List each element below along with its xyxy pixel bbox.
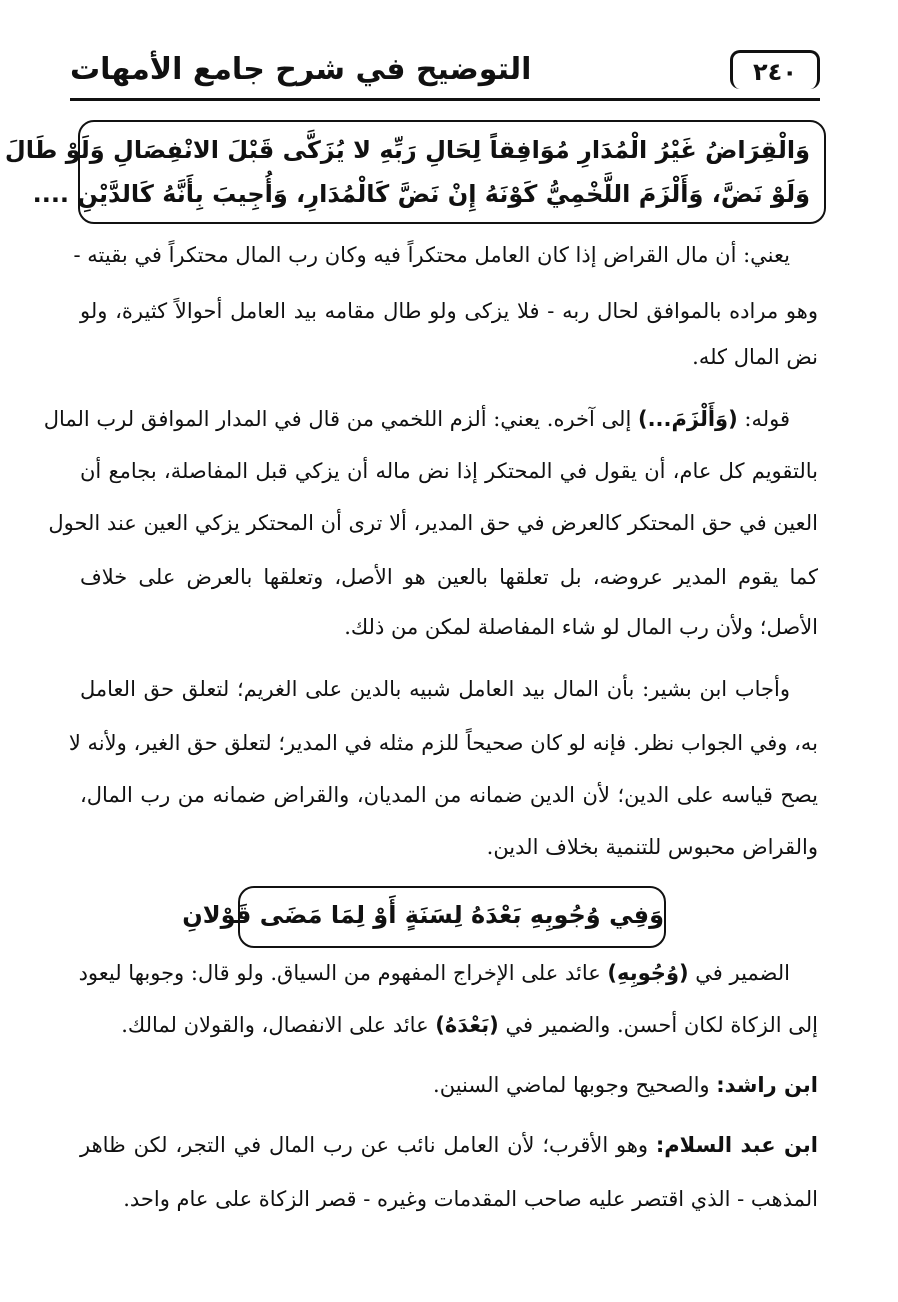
body-line: به، وفي الجواب نظر. فإنه لو كان صحيحاً للزم مثله في المدير؛ لتعلق حق الغير، ولأنه لا	[68, 731, 818, 755]
body-line: نض المال كله.	[692, 345, 818, 369]
line-rest: إلى آخره. يعني: ألزم اللخمي من قال في المدار الموافق لرب المال	[43, 407, 638, 431]
line-part: إلى الزكاة لكان أحسن. والضمير في	[498, 1013, 818, 1037]
line-prefix: قوله:	[737, 407, 790, 431]
speaker-name: ابن راشد:	[716, 1073, 818, 1097]
body-line	[80, 954, 790, 992]
line-prefix: الضمير في	[688, 961, 790, 985]
matn-line: وَالْقِرَاضُ غَيْرُ الْمُدَارِ مُوَافِقاً لِحَالِ رَبِّهِ لا يُزَكَّى قَبْلَ الانْفِصَالِ وَلَوْ طَالَ	[4, 136, 810, 164]
body-line: بالتقويم كل عام، أن يقول في المحتكر إذا نض ماله أن يزكي قبل المفاصلة، بجامع أن	[80, 459, 818, 483]
line-rest: عائد على الإخراج المفهوم من السياق. ولو قال: وجوبها ليعود	[78, 961, 608, 985]
book-title: التوضيح في شرح جامع الأمهات	[70, 52, 532, 87]
page-number: ٢٤٠	[730, 50, 820, 89]
matn-quote-inline: (وَأَلْزَمَ...)	[637, 407, 738, 431]
speaker-name: ابن عبد السلام:	[655, 1133, 818, 1157]
body-line	[43, 400, 790, 438]
line-part: عائد على الانفصال، والقولان لمالك.	[121, 1013, 436, 1037]
body-line: والقراض محبوس للتنمية بخلاف الدين.	[486, 835, 818, 859]
matn-quote-box	[4, 120, 826, 224]
body-line: وأجاب ابن بشير: بأن المال بيد العامل شبيه بالدين على الغريم؛ لتعلق حق العامل	[80, 677, 790, 701]
line-rest: وهو الأقرب؛ لأن العامل نائب عن رب المال في التجر، لكن ظاهر	[80, 1133, 656, 1157]
body-line: المذهب - الذي اقتصر عليه صاحب المقدمات وغيره - قصر الزكاة على عام واحد.	[123, 1187, 818, 1211]
body-line: يصح قياسه على الدين؛ لأن الدين ضمانه من المديان، والقراض ضمانه من رب المال،	[80, 783, 818, 807]
matn-quote-box: وَفِي وُجُوبِهِ بَعْدَهُ لِسَنَةٍ أَوْ لِمَا مَضَى قَوْلانِ	[238, 886, 666, 948]
body-line	[80, 1006, 818, 1044]
matn-quote-inline: (وُجُوبِهِ)	[607, 961, 689, 985]
matn-line: وَلَوْ نَضَّ، وَأَلْزَمَ اللَّخْمِيُّ كَوْنَهُ إِنْ نَضَّ كَالْمُدَارِ، وَأُجِيبَ بِأَنَّهُ كَالدَّيْنِ ....	[32, 180, 810, 208]
body-line: الأصل؛ ولأن رب المال لو شاء المفاصلة لمكن من ذلك.	[344, 615, 818, 639]
line-rest: والصحيح وجوبها لماضي السنين.	[433, 1073, 717, 1097]
body-line	[80, 1126, 818, 1164]
matn-quote-inline: (بَعْدَهُ)	[435, 1013, 499, 1037]
body-line: يعني: أن مال القراض إذا كان العامل محتكراً فيه وكان رب المال محتكراً في بقيته -	[73, 243, 790, 267]
body-line: العين في حق المحتكر كالعرض في حق المدير، ألا ترى أن المحتكر يزكي العين عند الحول	[48, 511, 818, 535]
body-line: كما يقوم المدير عروضه، بل تعلقها بالعين هو الأصل، وتعلقها بالعرض على خلاف	[80, 565, 818, 589]
body-line: وهو مراده بالموافق لحال ربه - فلا يزكى ولو طال مقامه بيد العامل أحوالاً كثيرة، ولو	[80, 299, 818, 323]
running-header	[70, 44, 820, 101]
body-line	[80, 1066, 818, 1104]
